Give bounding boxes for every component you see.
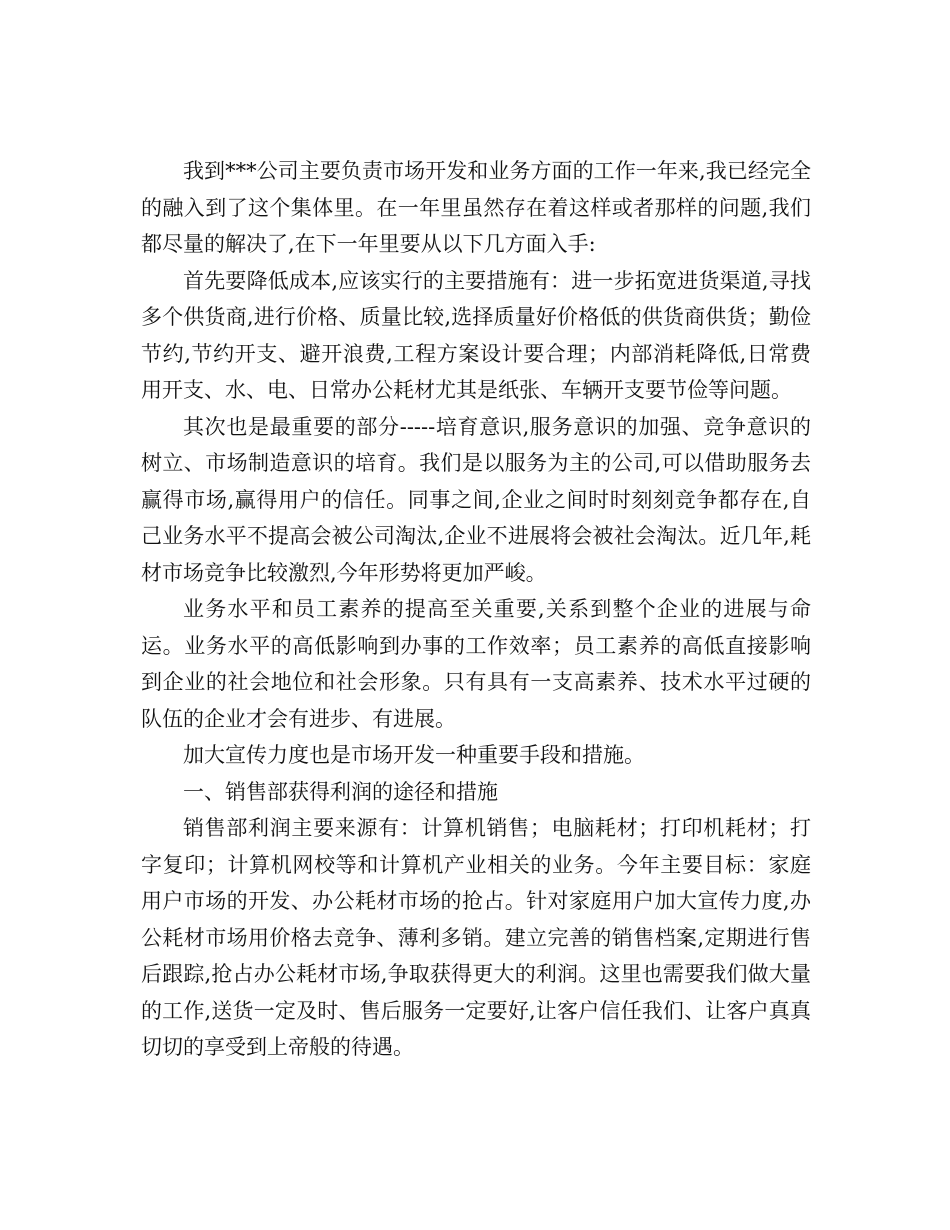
awareness-paragraph: 其次也是最重要的部分-----培育意识,服务意识的加强、竞争意识的树立、市场制造意识的培育。我们是以服务为主的公司,可以借助服务去赢得市场,赢得用户的信任。同事之间,企业之间时时刻刻竞争都存在,自己业务水平不提高会被公司淘汰,企业不进展将会被社会淘汰。近几年,耗材市场竞争比较激烈,今年形势将更加严峻。 (141, 414, 811, 585)
document-page (141, 153, 811, 1066)
cost-reduction-paragraph: 首先要降低成本,应该实行的主要措施有：进一步拓宽进货渠道,寻找多个供货商,进行价格、质量比较,选择质量好价格低的供货商供货；勤俭节约,节约开支、避开浪费,工程方案设计要合理；内部消耗降低,日常费用开支、水、电、日常办公耗材尤其是纸张、车辆开支要节俭等问题。 (141, 268, 811, 402)
sales-profit-paragraph: 销售部利润主要来源有：计算机销售；电脑耗材；打印机耗材；打字复印；计算机网校等和计算机产业相关的业务。今年主要目标：家庭用户市场的开发、办公耗材市场的抢占。针对家庭用户加大宣传力度,办公耗材市场用价格去竞争、薄利多销。建立完善的销售档案,定期进行售后跟踪,抢占办公耗材市场,争取获得更大的利润。这里也需要我们做大量的工作,送货一定及时、售后服务一定要好,让客户信任我们、让客户真真切切的享受到上帝般的待遇。 (141, 816, 811, 1059)
publicity-paragraph: 加大宣传力度也是市场开发一种重要手段和措施。 (183, 743, 645, 767)
section-heading: 一、销售部获得利润的途径和措施 (183, 779, 498, 804)
staff-quality-paragraph: 业务水平和员工素养的提高至关重要,关系到整个企业的进展与命运。业务水平的高低影响到办事的工作效率；员工素养的高低直接影响到企业的社会地位和社会形象。只有具有一支高素养、技术水平过硬的队伍的企业才会有进步、有进展。 (141, 597, 811, 731)
intro-paragraph: 我到***公司主要负责市场开发和业务方面的工作一年来,我已经完全的融入到了这个集体里。在一年里虽然存在着这样或者那样的问题,我们都尽量的解决了,在下一年里要从以下几方面入手: (141, 159, 811, 256)
